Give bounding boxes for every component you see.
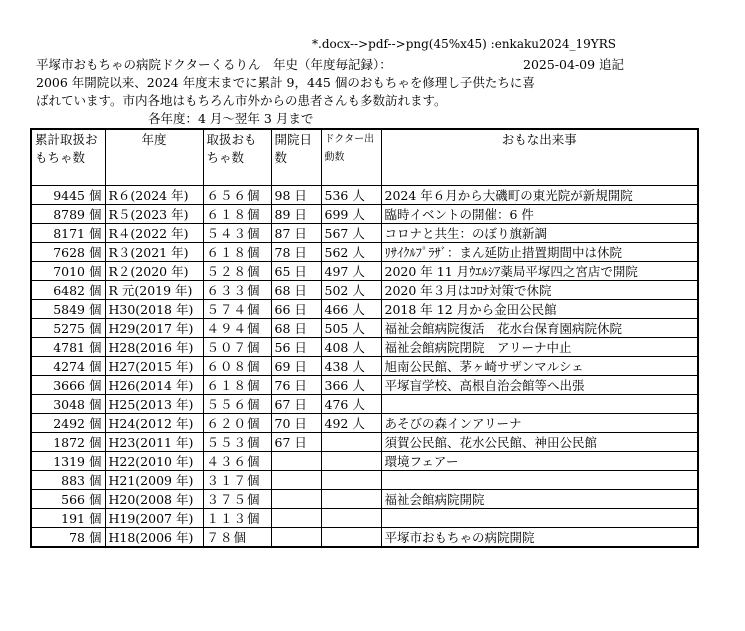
cell-fiscal-year: H27(2015 年): [105, 357, 203, 376]
cell-doctor-count: 562 人: [321, 243, 381, 262]
cell-fiscal-year: H26(2014 年): [105, 376, 203, 395]
cell-open-days: 89 日: [271, 205, 321, 224]
table-row: [31, 338, 698, 357]
cell-fiscal-year: R３(2021 年): [105, 243, 203, 262]
col-header-events: おもな出来事: [381, 129, 698, 186]
cell-cumulative-total: 78 個: [31, 528, 105, 548]
cell-toy-count: ４３６個: [203, 452, 271, 471]
cell-open-days: 98 日: [271, 186, 321, 205]
cell-doctor-count: 366 人: [321, 376, 381, 395]
cell-doctor-count: 505 人: [321, 319, 381, 338]
cell-cumulative-total: 5275 個: [31, 319, 105, 338]
cell-doctor-count: 567 人: [321, 224, 381, 243]
cell-open-days: [271, 490, 321, 509]
table-header-row: [31, 129, 698, 186]
cell-cumulative-total: 8171 個: [31, 224, 105, 243]
cell-open-days: 66 日: [271, 300, 321, 319]
cell-main-event: コロナと共生：のぼり旗新調: [381, 224, 698, 243]
table-row: [31, 281, 698, 300]
col-header-year: 年度: [105, 129, 203, 186]
cell-open-days: [271, 509, 321, 528]
cell-doctor-count: 536 人: [321, 186, 381, 205]
cell-cumulative-total: 1872 個: [31, 433, 105, 452]
cell-fiscal-year: H24(2012 年): [105, 414, 203, 433]
cell-fiscal-year: H20(2008 年): [105, 490, 203, 509]
cell-fiscal-year: H30(2018 年): [105, 300, 203, 319]
cell-toy-count: ７８個: [203, 528, 271, 548]
table-row: [31, 452, 698, 471]
cell-fiscal-year: H25(2013 年): [105, 395, 203, 414]
table-row: [31, 490, 698, 509]
table-row: [31, 224, 698, 243]
cell-cumulative-total: 4274 個: [31, 357, 105, 376]
cell-open-days: 67 日: [271, 433, 321, 452]
cell-open-days: 70 日: [271, 414, 321, 433]
cell-open-days: 69 日: [271, 357, 321, 376]
cell-toy-count: ５５３個: [203, 433, 271, 452]
intro-line-2: ばれています。市内各地はもちろん市外からの患者さんも多数訪れます。: [36, 93, 447, 108]
cell-doctor-count: [321, 528, 381, 548]
cell-cumulative-total: 191 個: [31, 509, 105, 528]
cell-toy-count: ６１８個: [203, 376, 271, 395]
cell-toy-count: ６０８個: [203, 357, 271, 376]
cell-main-event: 2020 年３月はｺﾛﾅ対策で休院: [381, 281, 698, 300]
cell-toy-count: ５７４個: [203, 300, 271, 319]
cell-doctor-count: 497 人: [321, 262, 381, 281]
cell-cumulative-total: 3666 個: [31, 376, 105, 395]
table-row: [31, 262, 698, 281]
cell-fiscal-year: H29(2017 年): [105, 319, 203, 338]
cell-open-days: [271, 528, 321, 548]
table-row: [31, 205, 698, 224]
cell-cumulative-total: 4781 個: [31, 338, 105, 357]
cell-fiscal-year: H18(2006 年): [105, 528, 203, 548]
cell-main-event: 須賀公民館、花水公民館、神田公民館: [381, 433, 698, 452]
table-body: [31, 186, 698, 548]
cell-cumulative-total: 2492 個: [31, 414, 105, 433]
cell-toy-count: ３７５個: [203, 490, 271, 509]
cell-cumulative-total: 9445 個: [31, 186, 105, 205]
cell-toy-count: １１３個: [203, 509, 271, 528]
cell-fiscal-year: R５(2023 年): [105, 205, 203, 224]
table-row: [31, 186, 698, 205]
cell-main-event: 旭南公民館、茅ヶ崎サザンマルシェ: [381, 357, 698, 376]
cell-toy-count: ６１８個: [203, 243, 271, 262]
cell-main-event: 平塚盲学校、高根自治会館等へ出張: [381, 376, 698, 395]
table-row: [31, 509, 698, 528]
cell-main-event: 2024 年６月から大磯町の東光院が新規開院: [381, 186, 698, 205]
cell-fiscal-year: R４(2022 年): [105, 224, 203, 243]
table-row: [31, 319, 698, 338]
cell-main-event: 平塚市おもちゃの病院開院: [381, 528, 698, 548]
update-date: 2025-04-09 追記: [523, 57, 625, 72]
cell-fiscal-year: H19(2007 年): [105, 509, 203, 528]
cell-open-days: 78 日: [271, 243, 321, 262]
cell-toy-count: ４９４個: [203, 319, 271, 338]
cell-toy-count: ５４３個: [203, 224, 271, 243]
cell-open-days: 68 日: [271, 281, 321, 300]
cell-main-event: ﾘｻｲｸﾙﾌﾟﾗｻﾞ：まん延防止措置期間中は休院: [381, 243, 698, 262]
cell-toy-count: ３１７個: [203, 471, 271, 490]
table-row: [31, 300, 698, 319]
cell-doctor-count: [321, 433, 381, 452]
file-note: *.docx-->pdf-->png(45%x45) :enkaku2024_19YRS: [312, 37, 616, 51]
cell-cumulative-total: 7628 個: [31, 243, 105, 262]
intro-line-1: 2006 年開院以来、2024 年度末までに累計 9，445 個のおもちゃを修理し子供たちに喜: [36, 75, 535, 90]
cell-main-event: [381, 395, 698, 414]
cell-main-event: 福祉会館病院開院: [381, 490, 698, 509]
cell-doctor-count: 476 人: [321, 395, 381, 414]
cell-doctor-count: 438 人: [321, 357, 381, 376]
cell-main-event: 2020 年 11 月ｳｴﾙｼｱ薬局平塚四之宮店で開院: [381, 262, 698, 281]
cell-main-event: 環境フェアー: [381, 452, 698, 471]
cell-open-days: 68 日: [271, 319, 321, 338]
cell-main-event: 2018 年 12 月から金田公民館: [381, 300, 698, 319]
cell-toy-count: ５５６個: [203, 395, 271, 414]
col-header-count: 取扱おもちゃ数: [203, 129, 271, 186]
cell-fiscal-year: H22(2010 年): [105, 452, 203, 471]
cell-fiscal-year: H28(2016 年): [105, 338, 203, 357]
history-table: [30, 128, 699, 548]
cell-doctor-count: 502 人: [321, 281, 381, 300]
table-row: [31, 243, 698, 262]
cell-fiscal-year: R２(2020 年): [105, 262, 203, 281]
cell-cumulative-total: 5849 個: [31, 300, 105, 319]
cell-open-days: 65 日: [271, 262, 321, 281]
cell-open-days: 76 日: [271, 376, 321, 395]
cell-main-event: [381, 509, 698, 528]
cell-doctor-count: [321, 452, 381, 471]
cell-doctor-count: [321, 471, 381, 490]
cell-toy-count: ６１８個: [203, 205, 271, 224]
cell-toy-count: ５２８個: [203, 262, 271, 281]
document-title: 平塚市おもちゃの病院ドクターくるりん 年史（年度毎記録）：: [36, 57, 392, 72]
cell-toy-count: ６２０個: [203, 414, 271, 433]
cell-cumulative-total: 566 個: [31, 490, 105, 509]
col-header-days: 開院日数: [271, 129, 321, 186]
cell-fiscal-year: R６(2024 年): [105, 186, 203, 205]
cell-open-days: 56 日: [271, 338, 321, 357]
table-row: [31, 471, 698, 490]
cell-doctor-count: 492 人: [321, 414, 381, 433]
cell-doctor-count: [321, 509, 381, 528]
period-note: 各年度：4 月～翌年 3 月まで: [148, 111, 314, 126]
table-row: [31, 395, 698, 414]
cell-toy-count: ６５６個: [203, 186, 271, 205]
cell-main-event: 福祉会館病院復活 花水台保育園病院休院: [381, 319, 698, 338]
cell-cumulative-total: 1319 個: [31, 452, 105, 471]
col-header-cumulative: 累計取扱おもちゃ数: [31, 129, 105, 186]
cell-main-event: [381, 471, 698, 490]
cell-fiscal-year: R 元(2019 年): [105, 281, 203, 300]
cell-fiscal-year: H23(2011 年): [105, 433, 203, 452]
cell-cumulative-total: 3048 個: [31, 395, 105, 414]
cell-doctor-count: 699 人: [321, 205, 381, 224]
cell-open-days: [271, 452, 321, 471]
cell-open-days: 87 日: [271, 224, 321, 243]
table-row: [31, 433, 698, 452]
cell-toy-count: ５０７個: [203, 338, 271, 357]
cell-open-days: [271, 471, 321, 490]
cell-doctor-count: 466 人: [321, 300, 381, 319]
cell-doctor-count: 408 人: [321, 338, 381, 357]
cell-main-event: 福祉会館病院閉院 アリーナ中止: [381, 338, 698, 357]
cell-doctor-count: [321, 490, 381, 509]
document-title-line: [36, 55, 625, 73]
table-row: [31, 414, 698, 433]
col-header-doctors: ドクター出動数: [321, 129, 381, 186]
cell-toy-count: ６３３個: [203, 281, 271, 300]
table-row: [31, 357, 698, 376]
cell-open-days: 67 日: [271, 395, 321, 414]
table-row: [31, 528, 698, 548]
cell-main-event: 臨時イベントの開催：6 件: [381, 205, 698, 224]
table-row: [31, 376, 698, 395]
cell-cumulative-total: 6482 個: [31, 281, 105, 300]
cell-cumulative-total: 8789 個: [31, 205, 105, 224]
cell-main-event: あそびの森インアリーナ: [381, 414, 698, 433]
cell-fiscal-year: H21(2009 年): [105, 471, 203, 490]
cell-cumulative-total: 883 個: [31, 471, 105, 490]
cell-cumulative-total: 7010 個: [31, 262, 105, 281]
